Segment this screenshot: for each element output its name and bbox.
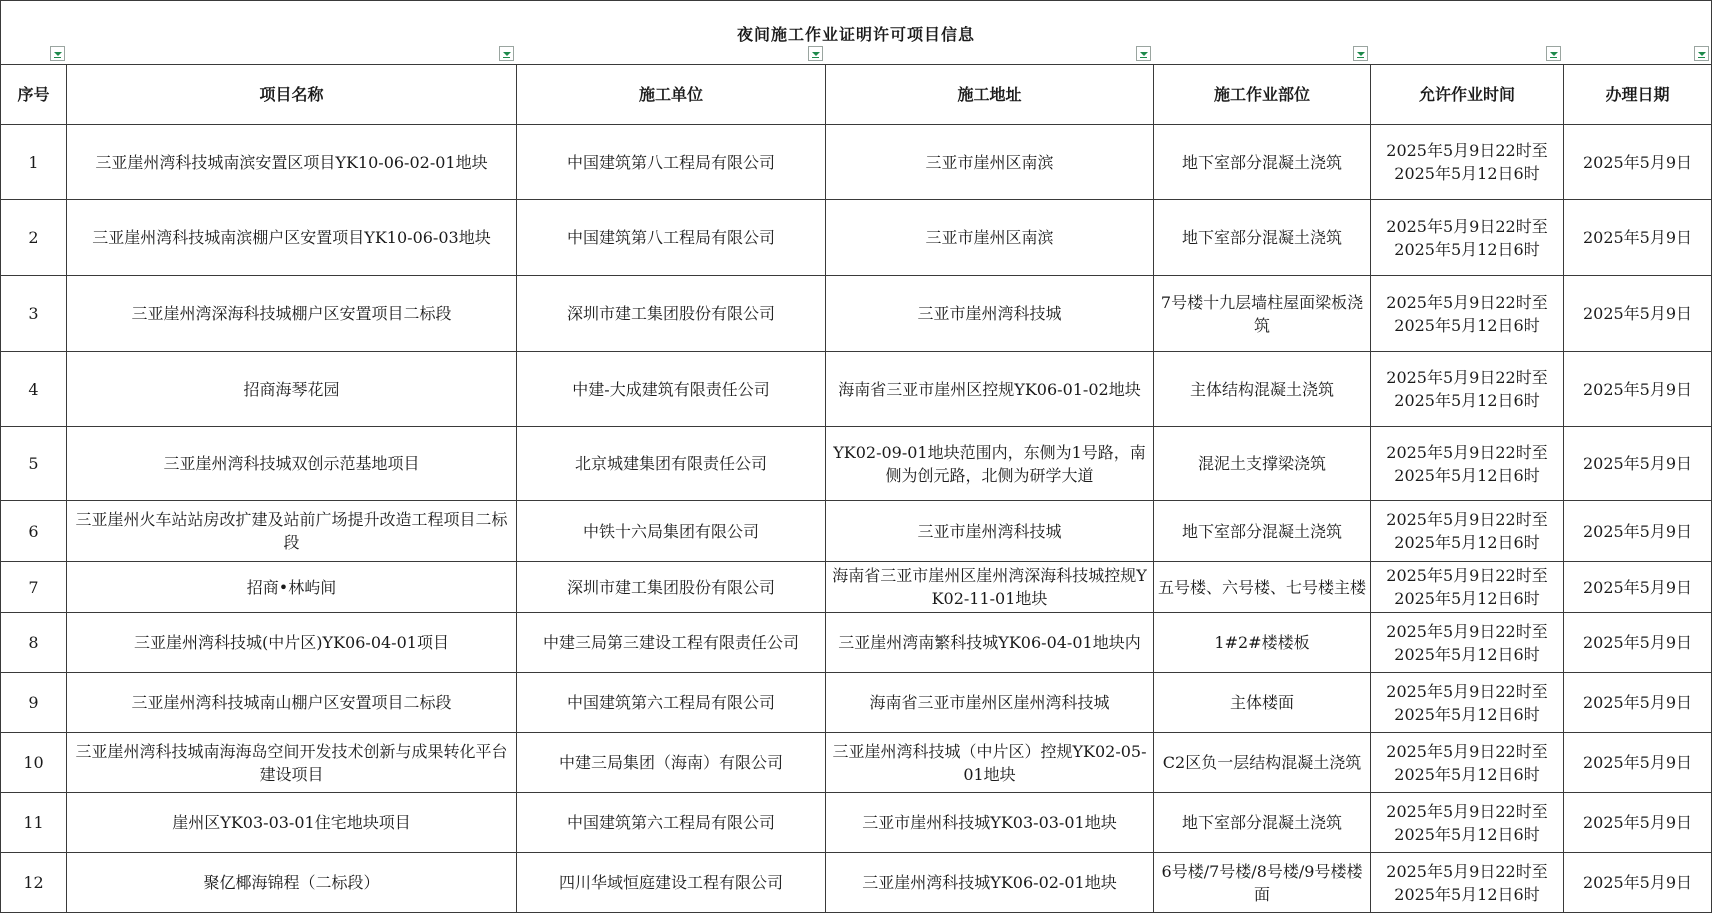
permitted-time-cell[interactable]	[1371, 427, 1564, 501]
construction-address-cell[interactable]: 三亚市崖州湾科技城	[826, 501, 1154, 562]
project-name-cell[interactable]: 招商•林屿间	[67, 562, 517, 613]
project-name-cell[interactable]: 招商海琴花园	[67, 352, 517, 427]
header-work-part[interactable]: 施工作业部位	[1154, 65, 1371, 125]
construction-company-cell[interactable]: 中国建筑第六工程局有限公司	[517, 673, 826, 733]
table-row	[1, 200, 1712, 276]
project-name-cell[interactable]: 崖州区YK03-03-01住宅地块项目	[67, 793, 517, 853]
permitted-time-cell[interactable]	[1371, 562, 1564, 613]
filter-dropdown-icon[interactable]	[1353, 46, 1368, 61]
construction-address-cell[interactable]: YK02-09-01地块范围内，东侧为1号路，南侧为创元路，北侧为研学大道	[826, 427, 1154, 501]
work-part-cell[interactable]: C2区负一层结构混凝土浇筑	[1154, 733, 1371, 793]
seq-cell[interactable]: 1	[1, 125, 67, 200]
construction-company-cell[interactable]: 中国建筑第八工程局有限公司	[517, 200, 826, 276]
permitted-time-cell[interactable]	[1371, 352, 1564, 427]
work-part-cell[interactable]: 7号楼十九层墙柱屋面梁板浇筑	[1154, 276, 1371, 352]
filter-dropdown-icon[interactable]	[1694, 46, 1709, 61]
time-start: 2025年5月9日22时至	[1386, 861, 1548, 881]
construction-company-cell[interactable]: 中建三局集团（海南）有限公司	[517, 733, 826, 793]
construction-address-cell[interactable]: 海南省三亚市崖州区控规YK06-01-02地块	[826, 352, 1154, 427]
construction-address-cell[interactable]: 三亚崖州湾科技城（中片区）控规YK02-05-01地块	[826, 733, 1154, 793]
project-name-cell[interactable]: 三亚崖州湾科技城(中片区)YK06-04-01项目	[67, 613, 517, 673]
work-part-cell[interactable]: 6号楼/7号楼/8号楼/9号楼楼面	[1154, 853, 1371, 913]
header-seq[interactable]: 序号	[1, 65, 67, 125]
permitted-time-cell[interactable]	[1371, 200, 1564, 276]
construction-company-cell[interactable]: 北京城建集团有限责任公司	[517, 427, 826, 501]
filter-dropdown-icon[interactable]	[50, 46, 65, 61]
work-part-cell[interactable]: 主体楼面	[1154, 673, 1371, 733]
permitted-time-cell[interactable]	[1371, 276, 1564, 352]
project-name-cell[interactable]: 聚亿椰海锦程（二标段）	[67, 853, 517, 913]
time-end: 2025年5月12日6时	[1394, 764, 1540, 784]
time-start: 2025年5月9日22时至	[1386, 510, 1548, 529]
permitted-time-cell[interactable]	[1371, 501, 1564, 562]
issue-date-cell[interactable]: 2025年5月9日	[1564, 733, 1712, 793]
permitted-time-cell[interactable]	[1371, 853, 1564, 913]
header-construction-address[interactable]: 施工地址	[826, 65, 1154, 125]
filter-dropdown-icon[interactable]	[1546, 46, 1561, 61]
construction-company-cell[interactable]: 四川华域恒庭建设工程有限公司	[517, 853, 826, 913]
time-start: 2025年5月9日22时至	[1386, 681, 1548, 701]
seq-cell[interactable]: 9	[1, 673, 67, 733]
table-row	[1, 853, 1712, 913]
time-start: 2025年5月9日22时至	[1386, 801, 1548, 821]
seq-cell[interactable]: 5	[1, 427, 67, 501]
header-issue-date[interactable]: 办理日期	[1564, 65, 1712, 125]
construction-address-cell[interactable]: 三亚市崖州区南滨	[826, 200, 1154, 276]
issue-date-cell[interactable]: 2025年5月9日	[1564, 673, 1712, 733]
filter-dropdown-icon[interactable]	[499, 46, 514, 61]
table-row	[1, 276, 1712, 352]
work-part-cell[interactable]: 地下室部分混凝土浇筑	[1154, 793, 1371, 853]
time-end: 2025年5月12日6时	[1394, 533, 1540, 552]
issue-date-cell[interactable]: 2025年5月9日	[1564, 352, 1712, 427]
project-name-cell[interactable]: 三亚崖州湾科技城双创示范基地项目	[67, 427, 517, 501]
table-row	[1, 501, 1712, 562]
work-part-cell[interactable]: 混泥土支撑梁浇筑	[1154, 427, 1371, 501]
construction-address-cell[interactable]: 海南省三亚市崖州区崖州湾科技城	[826, 673, 1154, 733]
seq-cell[interactable]: 3	[1, 276, 67, 352]
construction-company-cell[interactable]: 深圳市建工集团股份有限公司	[517, 276, 826, 352]
seq-cell[interactable]: 7	[1, 562, 67, 613]
seq-cell[interactable]: 10	[1, 733, 67, 793]
seq-cell[interactable]: 2	[1, 200, 67, 276]
construction-company-cell[interactable]: 中建三局第三建设工程有限责任公司	[517, 613, 826, 673]
time-start: 2025年5月9日22时至	[1386, 141, 1548, 160]
title-cell[interactable]	[1, 1, 1712, 65]
construction-address-cell[interactable]: 三亚崖州湾南繁科技城YK06-04-01地块内	[826, 613, 1154, 673]
issue-date-cell[interactable]: 2025年5月9日	[1564, 125, 1712, 200]
time-end: 2025年5月12日6时	[1394, 644, 1540, 664]
time-end: 2025年5月12日6时	[1394, 824, 1540, 844]
time-start: 2025年5月9日22时至	[1386, 621, 1548, 641]
header-construction-company[interactable]: 施工单位	[517, 65, 826, 125]
table-row	[1, 125, 1712, 200]
construction-address-cell[interactable]: 海南省三亚市崖州区崖州湾深海科技城控规YK02-11-01地块	[826, 562, 1154, 613]
time-start: 2025年5月9日22时至	[1386, 368, 1548, 387]
project-name-cell[interactable]: 三亚崖州火车站站房改扩建及站前广场提升改造工程项目二标段	[67, 501, 517, 562]
header-row	[1, 65, 1712, 125]
permitted-time-cell[interactable]	[1371, 733, 1564, 793]
table-row	[1, 673, 1712, 733]
seq-cell[interactable]: 6	[1, 501, 67, 562]
project-name-cell[interactable]: 三亚崖州湾深海科技城棚户区安置项目二标段	[67, 276, 517, 352]
seq-cell[interactable]: 4	[1, 352, 67, 427]
project-name-cell[interactable]: 三亚崖州湾科技城南滨棚户区安置项目YK10-06-03地块	[67, 200, 517, 276]
time-start: 2025年5月9日22时至	[1386, 292, 1548, 312]
work-part-cell[interactable]: 地下室部分混凝土浇筑	[1154, 125, 1371, 200]
time-start: 2025年5月9日22时至	[1386, 741, 1548, 761]
table-row	[1, 793, 1712, 853]
construction-address-cell[interactable]: 三亚崖州湾科技城YK06-02-01地块	[826, 853, 1154, 913]
title-row	[1, 1, 1712, 65]
time-end: 2025年5月12日6时	[1394, 164, 1540, 183]
issue-date-cell[interactable]: 2025年5月9日	[1564, 276, 1712, 352]
filter-dropdown-icon[interactable]	[1136, 46, 1151, 61]
construction-address-cell[interactable]: 三亚市崖州湾科技城	[826, 276, 1154, 352]
issue-date-cell[interactable]: 2025年5月9日	[1564, 501, 1712, 562]
project-name-cell[interactable]: 三亚崖州湾科技城南海海岛空间开发技术创新与成果转化平台建设项目	[67, 733, 517, 793]
construction-company-cell[interactable]: 深圳市建工集团股份有限公司	[517, 562, 826, 613]
work-part-cell[interactable]: 主体结构混凝土浇筑	[1154, 352, 1371, 427]
work-part-cell[interactable]: 地下室部分混凝土浇筑	[1154, 501, 1371, 562]
table-row	[1, 613, 1712, 673]
time-end: 2025年5月12日6时	[1394, 465, 1540, 485]
issue-date-cell[interactable]: 2025年5月9日	[1564, 562, 1712, 613]
issue-date-cell[interactable]: 2025年5月9日	[1564, 853, 1712, 913]
seq-cell[interactable]: 12	[1, 853, 67, 913]
table-row	[1, 352, 1712, 427]
issue-date-cell[interactable]: 2025年5月9日	[1564, 200, 1712, 276]
time-end: 2025年5月12日6时	[1394, 704, 1540, 724]
time-start: 2025年5月9日22时至	[1386, 216, 1548, 236]
issue-date-cell[interactable]: 2025年5月9日	[1564, 613, 1712, 673]
construction-address-cell[interactable]: 三亚市崖州区南滨	[826, 125, 1154, 200]
table-row	[1, 562, 1712, 613]
time-start: 2025年5月9日22时至	[1386, 442, 1548, 462]
table-row	[1, 427, 1712, 501]
header-project-name[interactable]: 项目名称	[67, 65, 517, 125]
seq-cell[interactable]: 8	[1, 613, 67, 673]
construction-company-cell[interactable]: 中国建筑第六工程局有限公司	[517, 793, 826, 853]
construction-address-cell[interactable]: 三亚市崖州科技城YK03-03-01地块	[826, 793, 1154, 853]
permitted-time-cell[interactable]	[1371, 613, 1564, 673]
project-name-cell[interactable]: 三亚崖州湾科技城南滨安置区项目YK10-06-02-01地块	[67, 125, 517, 200]
permitted-time-cell[interactable]	[1371, 125, 1564, 200]
project-name-cell[interactable]: 三亚崖州湾科技城南山棚户区安置项目二标段	[67, 673, 517, 733]
issue-date-cell[interactable]: 2025年5月9日	[1564, 793, 1712, 853]
issue-date-cell[interactable]: 2025年5月9日	[1564, 427, 1712, 501]
time-end: 2025年5月12日6时	[1394, 589, 1540, 608]
sheet-title: 夜间施工作业证明许可项目信息	[737, 25, 976, 44]
table-row	[1, 733, 1712, 793]
time-end: 2025年5月12日6时	[1394, 884, 1540, 904]
time-end: 2025年5月12日6时	[1394, 391, 1540, 410]
time-end: 2025年5月12日6时	[1394, 239, 1540, 259]
construction-company-cell[interactable]: 中建-大成建筑有限责任公司	[517, 352, 826, 427]
seq-cell[interactable]: 11	[1, 793, 67, 853]
work-part-cell[interactable]: 1#2#楼楼板	[1154, 613, 1371, 673]
time-start: 2025年5月9日22时至	[1386, 566, 1548, 585]
permitted-time-cell[interactable]	[1371, 673, 1564, 733]
work-part-cell[interactable]: 五号楼、六号楼、七号楼主楼	[1154, 562, 1371, 613]
construction-company-cell[interactable]: 中铁十六局集团有限公司	[517, 501, 826, 562]
construction-company-cell[interactable]: 中国建筑第八工程局有限公司	[517, 125, 826, 200]
work-part-cell[interactable]: 地下室部分混凝土浇筑	[1154, 200, 1371, 276]
time-end: 2025年5月12日6时	[1394, 315, 1540, 335]
header-permitted-time[interactable]: 允许作业时间	[1371, 65, 1564, 125]
filter-dropdown-icon[interactable]	[808, 46, 823, 61]
permitted-time-cell[interactable]	[1371, 793, 1564, 853]
